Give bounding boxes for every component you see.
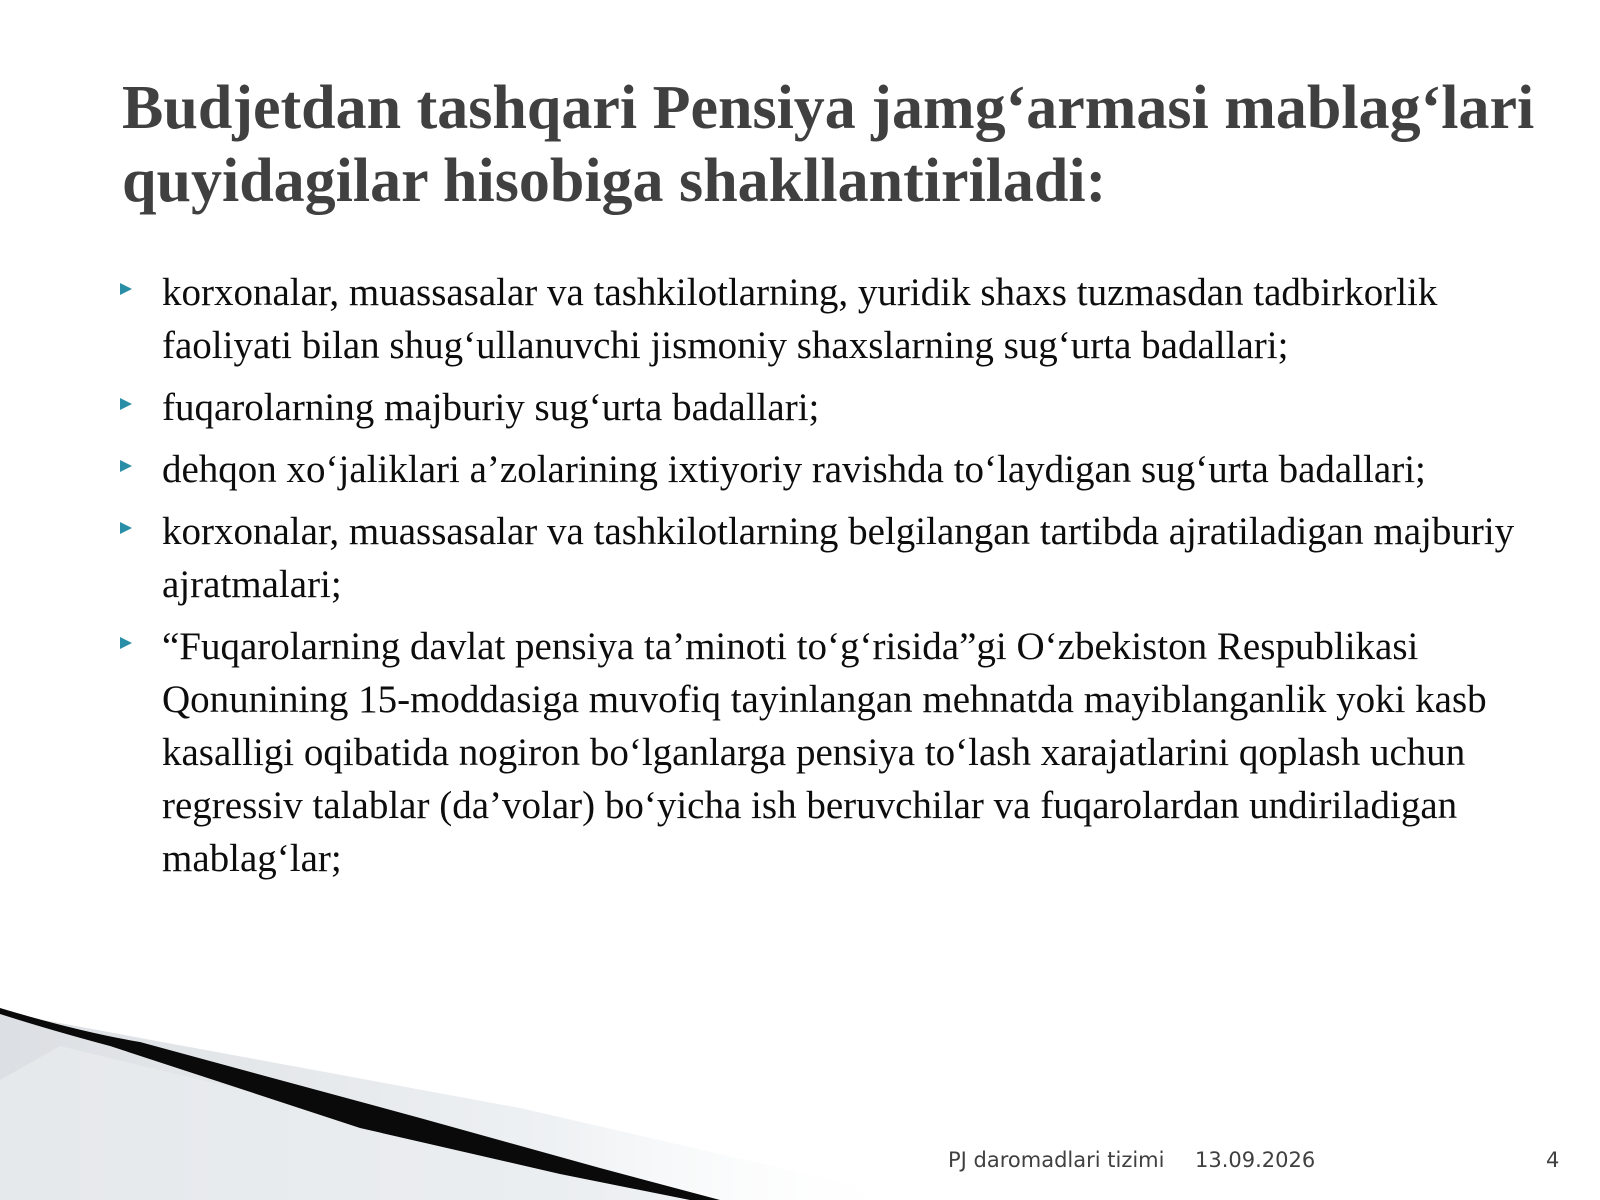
bullet-text: “Fuqarolarning davlat pensiya ta’minoti to‘g‘risida”gi O‘zbekiston Respublikasi Qonunining 15-moddasiga muvofiq tayinlangan mehnatda mayiblanganlik yoki kasb kasalligi oqibatida nogiron bo‘lganlarga pensiya to‘lash xarajatlarini qoplash uchun regressiv talablar (da’volar) bo‘yicha ish beruvchilar va fuqarolardan undiriladigan mablag‘lar;	[162, 625, 1487, 880]
slide-number: 4	[1546, 1148, 1560, 1172]
triangle-bullet-icon	[120, 637, 132, 649]
bullet-item	[118, 505, 1538, 611]
triangle-bullet-icon	[120, 283, 132, 295]
bullet-item	[118, 620, 1538, 885]
slide-title: Budjetdan tashqari Pensiya jamg‘armasi mablag‘lari quyidagilar hisobiga shakllantiriladi:	[122, 74, 1535, 215]
bullet-text: korxonalar, muassasalar va tashkilotlarning belgilangan tartibda ajratiladigan majburiy ajratmalari;	[162, 510, 1515, 606]
swoosh-dark-stroke	[0, 1008, 720, 1200]
bullet-text: fuqarolarning majburiy sug‘urta badallari;	[162, 386, 820, 429]
footer-label: PJ daromadlari tizimi	[948, 1148, 1165, 1172]
bullet-text: dehqon xo‘jaliklari a’zolarining ixtiyoriy ravishda to‘laydigan sug‘urta badallari;	[162, 448, 1426, 491]
swoosh-light-band-2	[0, 1046, 700, 1200]
triangle-bullet-icon	[120, 522, 132, 534]
triangle-bullet-icon	[120, 398, 132, 410]
bullet-item	[118, 443, 1538, 496]
bullet-list	[118, 266, 1538, 894]
footer-date: 13.09.2026	[1195, 1148, 1316, 1172]
bullet-item	[118, 266, 1538, 372]
swoosh-light-band	[0, 1012, 920, 1200]
bullet-text: korxonalar, muassasalar va tashkilotlarning, yuridik shaxs tuzmasdan tadbirkorlik faoliyati bilan shug‘ullanuvchi jismoniy shaxslarning sug‘urta badallari;	[162, 271, 1438, 367]
bullet-item	[118, 381, 1538, 434]
triangle-bullet-icon	[120, 460, 132, 472]
